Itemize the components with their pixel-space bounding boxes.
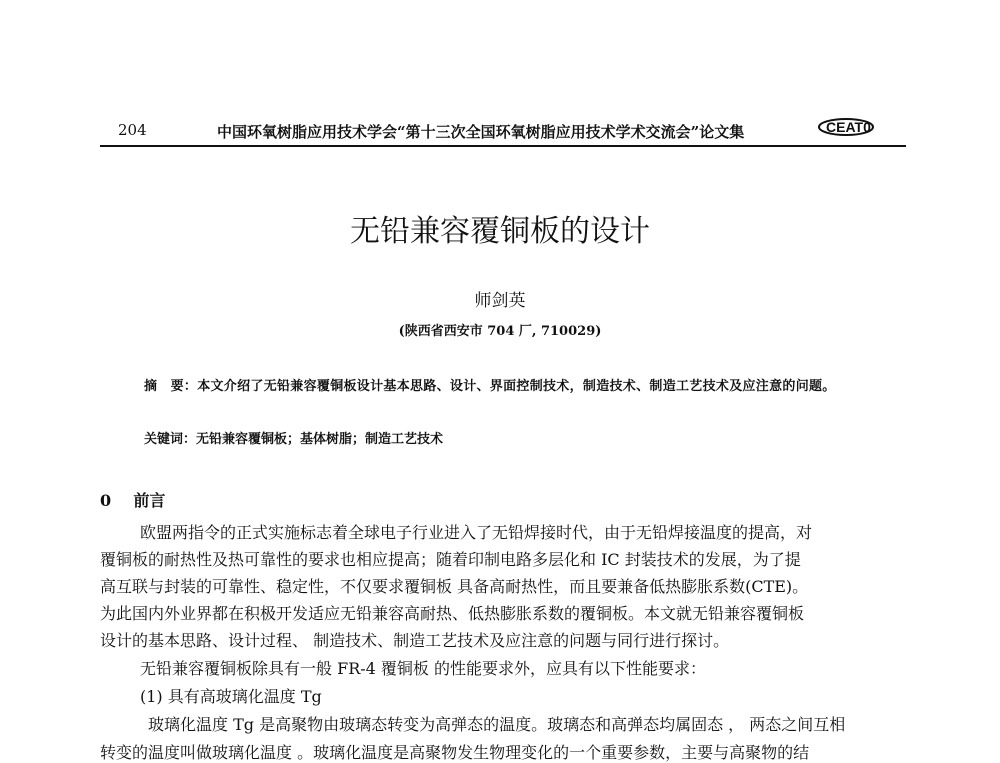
keywords-text: 无铅兼容覆铜板；基体树脂；制造工艺技术	[196, 432, 444, 447]
running-title: 中国环氧树脂应用技术学会“第十三次全国环氧树脂应用技术学术交流会”论文集	[217, 123, 745, 141]
body-line: (1) 具有高玻璃化温度 Tg	[140, 687, 322, 706]
logo-text: CEAT0	[826, 119, 871, 135]
body-line: 无铅兼容覆铜板除具有一般 FR-4 覆铜板 的性能要求外，应具有以下性能要求：	[140, 659, 706, 678]
body-line: 覆铜板的耐热性及热可靠性的要求也相应提高；随着印制电路多层化和 IC 封装技术的发展，为了提	[100, 550, 801, 569]
header-rule	[100, 145, 906, 147]
body-line: 转变的温度叫做玻璃化温度 。玻璃化温度是高聚物发生物理变化的一个重要参数，主要与高聚物的结	[100, 743, 810, 762]
page-number: 204	[118, 121, 147, 139]
section-title: 前言	[133, 491, 166, 510]
ceat-logo	[818, 117, 893, 137]
section-number: 0	[100, 491, 112, 510]
body-line: 为此国内外业界都在积极开发适应无铅兼容高耐热、低热膨胀系数的覆铜板。本文就无铅兼容覆铜板	[100, 604, 805, 623]
paper-title: 无铅兼容覆铜板的设计	[350, 214, 650, 249]
body-line: 高互联与封装的可靠性、稳定性，不仅要求覆铜板 具备高耐热性，而且要兼备低热膨胀系数(CTE)。	[100, 577, 809, 596]
body-line: 玻璃化温度 Tg 是高聚物由玻璃态转变为高弹态的温度。玻璃态和高弹态均属固态 ， 两态之间互相	[148, 715, 846, 734]
abstract-label: 摘 要：	[144, 379, 198, 394]
keywords	[144, 428, 443, 447]
author: 师剑英	[474, 291, 526, 311]
body-line: 欧盟两指令的正式实施标志着全球电子行业进入了无铅焊接时代，由于无铅焊接温度的提高，对	[140, 523, 813, 542]
affiliation: (陕西省西安市 704 厂, 710029)	[398, 324, 602, 339]
keywords-label: 关键词：	[144, 432, 197, 447]
abstract-text: 本文介绍了无铅兼容覆铜板设计基本思路、设计、界面控制技术，制造技术、制造工艺技术及应注意的问题。	[197, 379, 836, 394]
body-line: 设计的基本思路、设计过程、 制造技术、制造工艺技术及应注意的问题与同行进行探讨。	[100, 631, 730, 650]
section-heading	[100, 488, 165, 511]
abstract	[144, 372, 904, 401]
